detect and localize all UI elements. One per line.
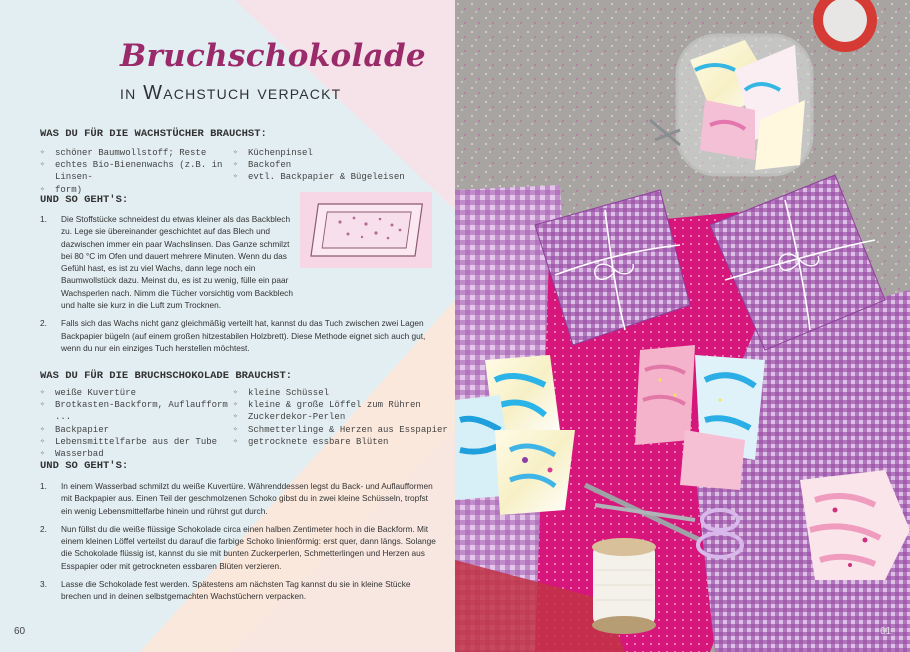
materials-heading-wax: WAS DU FÜR DIE WACHSTÜCHER BRAUCHST: — [40, 128, 267, 140]
steps-heading-chocolate: UND SO GEHT'S: — [40, 460, 129, 472]
steps-heading-wax: UND SO GEHT'S: — [40, 194, 129, 206]
list-item: ✧ Brotkasten-Backform, Auflaufform ... — [40, 399, 240, 423]
list-item: ✧ echtes Bio-Bienenwachs (z.B. in Linsen- — [40, 159, 240, 183]
list-item: ✧ Backpapier — [40, 424, 240, 436]
list-item: ✧ Wasserbad — [40, 448, 240, 460]
step-item — [40, 213, 295, 311]
step-text: Die Stoffstücke schneidest du etwas kleiner als das Backblech zu. Lege sie übereinander geschichtet auf das Blech und dazwischen immer ein paar Wachslinsen. Das Ganze schmilzt bei 80 °C im Ofen und dauert mehrere Minuten. Wenn du das Gefühl hast, es ist zu viel Wachs, dann lege noch ein Baumwollstück dazu. Meinst du, es ist zu wenig, fülle ein paar Wachsperlen nach. Nimm die Tücher vorsichtig vom Backblech und halte sie kurz in die Luft zum Trocknen. — [61, 214, 293, 311]
right-page-photo — [455, 0, 910, 652]
page-subtitle: in Wachstuch verpackt — [120, 82, 342, 104]
list-item: ✧ Küchenpinsel — [233, 147, 433, 159]
materials-list-chocolate-1 — [40, 387, 240, 460]
materials-list-wax-2 — [233, 147, 433, 184]
step-item — [40, 523, 440, 572]
list-item: ✧ kleine & große Löffel zum Rühren — [233, 399, 453, 411]
step-item — [40, 578, 440, 603]
materials-list-chocolate-2 — [233, 387, 453, 448]
page-number-right: 61 — [880, 626, 892, 637]
step-number: 1. — [40, 481, 47, 491]
page-number-left: 60 — [14, 626, 26, 637]
materials-list-wax-1 — [40, 147, 240, 196]
step-number: 2. — [40, 523, 47, 534]
step-text: In einem Wasserbad schmilzt du weiße Kuvertüre. Währenddessen legst du Back- und Auflaufformen mit Backpapier aus. Einen Teil der geschmolzenen Schoko gibst du in zwei kleine Schüsseln, tropfst ein wenig Lebensmittelfarbe hinein und rührst gut durch. — [61, 481, 433, 516]
materials-heading-chocolate: WAS DU FÜR DIE BRUCHSCHOKOLADE BRAUCHST: — [40, 370, 293, 382]
photo-illustration — [455, 0, 910, 652]
list-item: ✧ form) — [40, 184, 240, 196]
baking-tray-illustration — [300, 192, 432, 268]
list-item: ✧ Lebensmittelfarbe aus der Tube — [40, 436, 240, 448]
step-item — [40, 317, 440, 354]
list-item: ✧ evtl. Backpapier & Bügeleisen — [233, 171, 433, 183]
step-text: Nun füllst du die weiße flüssige Schokolade circa einen halben Zentimeter hoch in die Backform. Mit einem kleinen Löffel verteilst du darauf die farbige Schoko linienförmig: erst quer, dann längs. Solange die Schokolade flüssig ist, kannst du sie mit bunten Zuckerperlen, Schmetterlingen und Herzen aus Esspapier oder mit getrockneten essbaren Blüten verzieren. — [61, 523, 436, 571]
list-item: ✧ Backofen — [233, 159, 433, 171]
steps-list-chocolate — [40, 480, 440, 609]
list-item: ✧ schöner Baumwollstoff; Reste — [40, 147, 240, 159]
list-item: ✧ kleine Schüssel — [233, 387, 453, 399]
step-number: 1. — [40, 214, 47, 224]
page-title: Bruchschokolade — [120, 38, 426, 74]
step-item — [40, 480, 440, 517]
list-item: ✧ weiße Kuvertüre — [40, 387, 240, 399]
list-item: ✧ Zuckerdekor-Perlen — [233, 411, 453, 423]
step-number: 2. — [40, 318, 47, 329]
list-item: ✧ Schmetterlinge & Herzen aus Esspapier — [233, 424, 453, 436]
step-text: Lasse die Schokolade fest werden. Spätestens am nächsten Tag kannst du sie in kleine Stücke brechen und in deinen selbstgemachten Wachstüchern verpacken. — [61, 579, 411, 602]
step-text: Falls sich das Wachs nicht ganz gleichmäßig verteilt hat, kannst du das Tuch zwischen zwei Lagen Backpapier bügeln (auf einem großen hitzestabilen Holzbrett). Diese Methode eignet sich auch gut, wenn du nur ein einziges Tuch herstellen möchtest. — [61, 318, 426, 353]
step-number: 3. — [40, 579, 47, 590]
list-item: ✧ getrocknete essbare Blüten — [233, 436, 453, 448]
